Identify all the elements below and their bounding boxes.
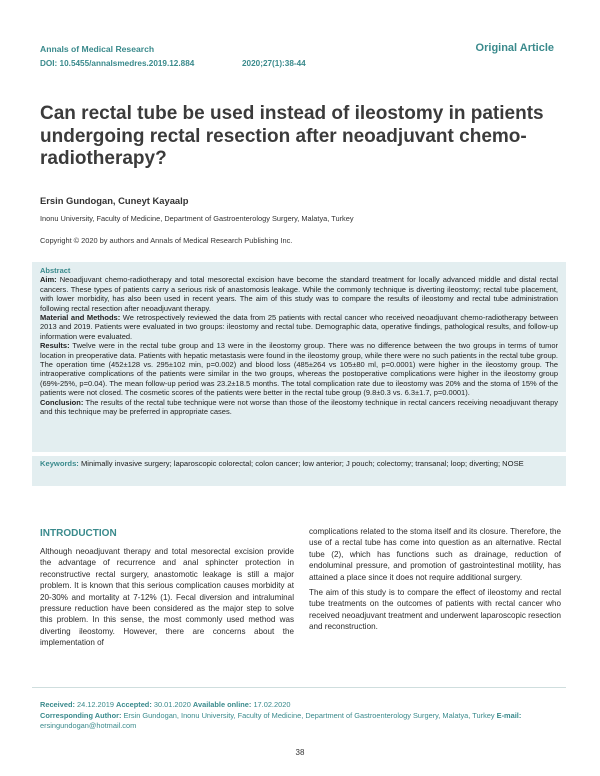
intro-paragraph-1b: complications related to the stoma itself and its closure. Therefore, the use of a rectal tube has come into question as an alternative. Rectal tube (2), which has functions such as drainage, reduction of endoluminal pressure, and promotion of gastrointestinal motility, has attained a place since it does not require additional surgery. (309, 527, 561, 582)
keywords-label: Keywords: (40, 459, 79, 468)
abstract-methods (40, 313, 558, 341)
introduction-heading: INTRODUCTION (40, 528, 117, 539)
online-date: 17.02.2020 (253, 700, 291, 709)
article-type: Original Article (475, 42, 554, 54)
email-label: E-mail: (496, 710, 522, 720)
doi[interactable]: DOI: 10.5455/annalsmedres.2019.12.884 (40, 59, 195, 68)
conclusion-text: The results of the rectal tube technique were not worse than those of the ileostomy technique in rectal cancers receiving neoadjuvant therapy and this technique may be preferred in appropriate cases. (40, 397, 559, 417)
email-address[interactable]: ersingundogan@hotmail.com (40, 721, 137, 730)
intro-paragraph-2: The aim of this study is to compare the effect of ileostomy and rectal tube treatments on the outcomes of patients with rectal cancer who received neoadjuvant treatment and underwent laparoscopic resection and reconstruction. (309, 588, 561, 632)
aim-label: Aim: (40, 275, 57, 285)
copyright: Copyright © 2020 by authors and Annals of Medical Research Publishing Inc. (40, 236, 293, 245)
authors: Ersin Gundogan, Cuneyt Kayaalp (40, 195, 189, 206)
footer-divider (32, 687, 566, 688)
keywords-text: Minimally invasive surgery; laparoscopic colorectal; colon cancer; low anterior; J pouch; colectomy; transanal; loop; diverting; NOSE (80, 459, 524, 468)
introduction-column-left (40, 546, 294, 653)
abstract (40, 266, 558, 417)
methods-text: We retrospectively reviewed the data from 25 patients with rectal cancer who received neoadjuvant chemo-radiotherapy between 2013 and 2019. Patients were evaluated in two groups: ileostomy and rectal tube. Demographic data, operative findings, pathological results, and follow-up information were evaluated. (40, 313, 558, 341)
abstract-results (40, 341, 558, 397)
received-date: 24.12.2019 (76, 700, 114, 709)
results-text: Twelve were in the rectal tube group and 13 were in the ileostomy group. There was no difference between the two groups in terms of tumor location in preoperative data. Patients with hepatic metastasis were found in the ileostomy group, while there were no such patients in the rectal tube group. The operation time (452±128 vs. 295±102 min, p=0.002) and blood loss (485±264 vs 105±80 ml, p=0.0001) were higher in the ileostomy group. The intraoperative complications of the patients were similar in the two groups, whereas the postoperative complications were higher in the ileostomy group (69%-25%, p=0.04). The mean follow-up period was 23.2±18.5 months. The total complication rate due to ileostomy was 20% and the stoma of 15% of the patients were not closed. The cosmetic scores of the patients were better in the rectal tube group (9.8±0.3 vs. 6.3±1.7, p=0.0001). (40, 341, 558, 398)
accepted-label: Accepted: (116, 700, 152, 709)
conclusion-label: Conclusion: (40, 397, 84, 407)
methods-label: Material and Methods: (40, 313, 121, 323)
online-label: Available online: (192, 700, 252, 709)
abstract-heading: Abstract (40, 266, 71, 275)
accepted-date: 30.01.2020 (153, 700, 191, 709)
page-number: 38 (295, 748, 305, 757)
aim-text: Neoadjuvant chemo-radiotherapy and total mesorectal excision have become the standard treatment for locally advanced middle and distal rectal cancers. These types of patients carry a serious risk of anastomosis leakage. While the commonly technique is diverting ileostomy; rectal tube placement, with lower morbidity, has also been used in recent years. The aim of this study was to compare the results of ileostomy and rectal tube administration following rectal resection after neoadjuvant therapy. (40, 275, 558, 313)
keywords (40, 459, 558, 469)
received-label: Received: (40, 700, 75, 709)
intro-paragraph-1a: Although neoadjuvant therapy and total mesorectal excision provide the advantage of recurrence and anal sphincter protection in reconstructive rectal surgery, anastomotic leakage is still a major problem. It is known that this serious complication causes morbidity at 20-30% and mortality at 7-12% (1). Fecal diversion and intraluminal pressure reduction have been considered as the major step to solve this problem. In this sense, the most commonly used method was diverting ileostomy. However, there are concerns about the implementation of (40, 547, 294, 648)
affiliation: Inonu University, Faculty of Medicine, Department of Gastroenterology Surgery, Malatya, Turkey (40, 214, 354, 223)
corr-label: Corresponding Author: (40, 710, 122, 720)
journal-name: Annals of Medical Research (40, 44, 155, 54)
article-title: Can rectal tube be used instead of ileostomy in patients undergoing rectal resection after neoadjuvant chemo-radiotherapy? (40, 103, 544, 169)
footer (40, 700, 560, 732)
issue-info: 2020;27(1):38-44 (242, 59, 306, 68)
dates-line (40, 700, 560, 711)
abstract-aim (40, 275, 558, 313)
abstract-conclusion (40, 398, 558, 417)
corr-text: Ersin Gundogan, Inonu University, Faculty of Medicine, Department of Gastroenterology Surgery, Malatya, Turkey (123, 710, 495, 720)
results-label: Results: (40, 341, 70, 351)
introduction-column-right (309, 526, 561, 637)
corresponding-author (40, 711, 560, 732)
